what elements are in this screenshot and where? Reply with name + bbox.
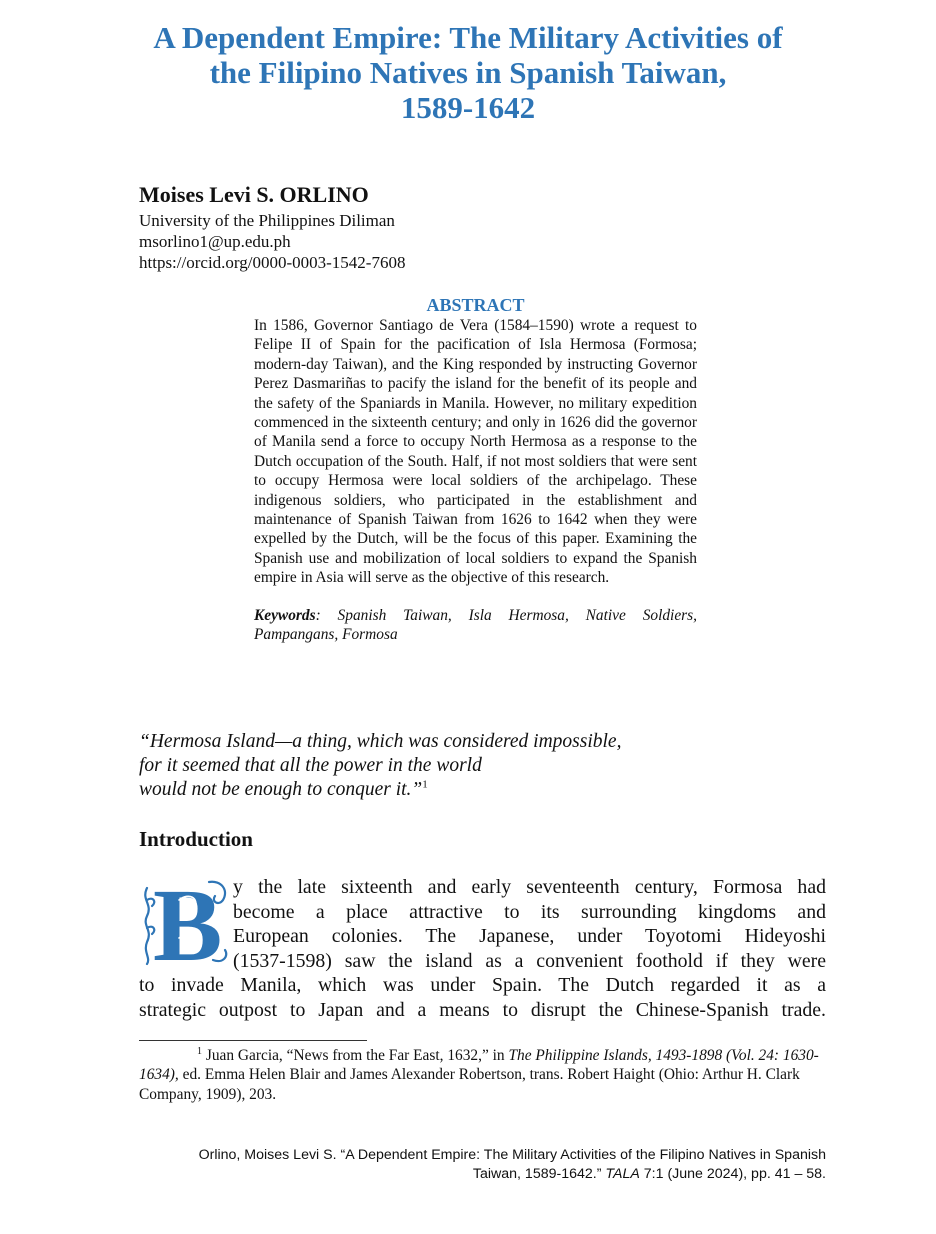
title-line-1: A Dependent Empire: The Military Activities of [153, 20, 783, 55]
author-affiliation: University of the Philippines Diliman [139, 211, 395, 230]
keywords-list: : Spanish Taiwan, Isla Hermosa, Native Soldiers, Pampangans, Formosa [254, 606, 697, 644]
body-line-6: strategic outpost to Japan and a means to disrupt the Chinese-Spanish trade. [139, 998, 826, 1021]
epigraph-line-1: “Hermosa Island—a thing, which was considered impossible, [139, 731, 622, 752]
footnote-indent [139, 1047, 197, 1064]
abstract-block [254, 294, 697, 645]
citation-footer [120, 1146, 826, 1184]
citation-journal: TALA [605, 1166, 640, 1182]
epigraph-line-3-text: would not be enough to conquer it.” [139, 779, 423, 800]
epigraph [139, 730, 621, 802]
body-line-5: to invade Manila, which was under Spain. The Dutch regarded it as a [139, 974, 826, 997]
citation-line-2-before: Taiwan, 1589-1642.” [472, 1166, 606, 1182]
footnote-separator [139, 1040, 367, 1041]
citation-line-1: Orlino, Moises Levi S. “A Dependent Empire: The Military Activities of the Filipino Natives in Spanish [198, 1147, 826, 1163]
citation-line-2-after: 7:1 (June 2024), pp. 41 – 58. [639, 1166, 826, 1182]
epigraph-line-2: for it seemed that all the power in the world [139, 755, 482, 776]
footnote [139, 1046, 826, 1104]
epigraph-line-3 [139, 778, 621, 802]
epigraph-footnote-ref[interactable]: 1 [422, 778, 428, 791]
abstract-heading: ABSTRACT [426, 295, 525, 315]
footnote-text-before: Juan Garcia, “News from the Far East, 1632,” in [205, 1047, 509, 1064]
paper-title [110, 20, 826, 125]
author-email[interactable]: msorlino1@up.edu.ph [139, 232, 291, 251]
footnote-text-after: ed. Emma Helen Blair and James Alexander Robertson, trans. Robert Haight (Ohio: Arthur H. Clark Company, 1909), 203. [139, 1066, 800, 1103]
dropcap-letter: B [153, 876, 223, 968]
body-line-1: y the late sixteenth and early seventeenth century, Formosa had [233, 876, 826, 898]
body-line-3: European colonies. The Japanese, under Toyotomi Hideyoshi [233, 925, 826, 948]
body-line-2: become a place attractive to its surrounding kingdoms and [233, 900, 826, 923]
footnote-italic-title: The Philippine Islands, 1493-1898 (Vol. 24: 1630-1634), [139, 1047, 819, 1084]
body-line-4: (1537-1598) saw the island as a convenient foothold if they were [233, 949, 826, 972]
keywords-label: Keywords [254, 606, 316, 624]
title-line-2: the Filipino Natives in Spanish Taiwan, [209, 55, 727, 90]
author-block [139, 180, 405, 273]
abstract-text: In 1586, Governor Santiago de Vera (1584–1590) wrote a request to Felipe II of Spain for the pacification of Isla Hermosa (Formosa; modern-day Taiwan), and the King responded by instructing Governor Perez Dasmariñas to pacify the island for the benefit of its people and the safety of the Spaniards in Manila. However, no military expedition commenced in the sixteenth century; and only in 1626 did the governor of Manila send a force to occupy North Hermosa as a response to the Dutch occupation of the South. Half, if not most soldiers that were sent to occupy Hermosa were local soldiers of the archipelago. These indigenous soldiers, who participated in the establishment and maintenance of Spanish Taiwan from 1626 to 1642 when they were expelled by the Dutch, will be the focus of this paper. Examining the Spanish use and mobilization of local soldiers to expand the Spanish empire in Asia will serve as the objective of this research. [254, 317, 697, 587]
keywords [254, 606, 697, 645]
footnote-number: 1 [197, 1045, 202, 1057]
introduction-paragraph [139, 875, 826, 1023]
citation-line-2 [120, 1165, 826, 1184]
section-heading: Introduction [139, 827, 253, 851]
author-name: Moises Levi S. ORLINO [139, 182, 369, 207]
author-orcid[interactable]: https://orcid.org/0000-0003-1542-7608 [139, 253, 406, 272]
title-line-3: 1589-1642 [400, 90, 536, 125]
